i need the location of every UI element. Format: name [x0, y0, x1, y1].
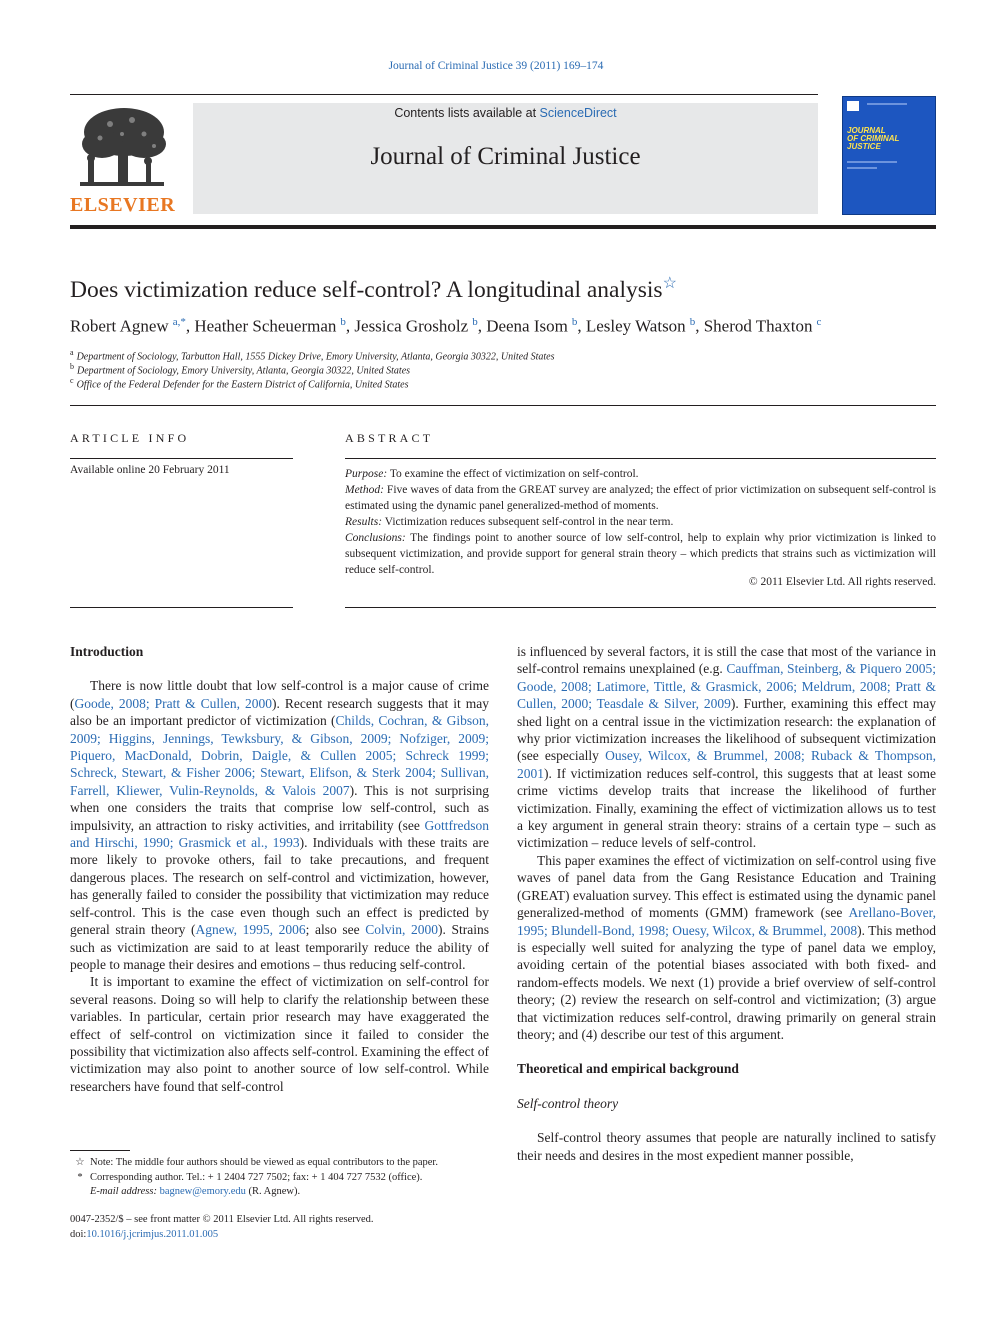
citation-link[interactable]: Childs, Cochran, & Gibson, 2009; Higgins, Jennings, Tewksbury, & Gibson, 2009; Nofziger, 2009; Piquero, MacDonald, Dobrin, Daigle, & Cullen 2005; Schreck 1999; Schreck, Stewart, & Fisher 2006; Stewart, Elifson, & Sterk 2004; Sullivan, Farrell, Kliewer, Vulin-Reynolds, & Valois 2007: [70, 713, 490, 798]
front-matter: [70, 1213, 500, 1242]
author-separator: ,: [477, 316, 487, 336]
contents-line: [193, 106, 818, 120]
journal-title[interactable]: Journal of Criminal Justice: [370, 143, 641, 170]
author-affiliation-marker[interactable]: b: [689, 316, 696, 328]
abstract-heading: ABSTRACT: [345, 431, 434, 445]
journal-banner: [193, 103, 818, 214]
author-list: [70, 316, 950, 337]
abstract-conclusions: Conclusions: The findings point to another source of low self-control, help to explain why prior victimization is linked to subsequent victimization, and provide support for general strain theory – which predicts that strains such as victimization will reduce self-control.: [345, 532, 936, 576]
cover-line: [847, 167, 877, 169]
affiliation-c: $^c$ Office of the Federal Defender for the Eastern District of California, United States: [70, 376, 409, 391]
abstract-body: [345, 466, 936, 578]
contents-prefix: Contents lists available at: [394, 106, 540, 120]
author-affiliation-marker[interactable]: c: [816, 316, 822, 328]
body-left-column: [70, 643, 489, 1095]
email-link[interactable]: bagnew@emory.edu: [159, 1186, 246, 1197]
citation-link[interactable]: Ousey, Wilcox, & Brummel, 2008; Ruback & Thompson, 2001: [517, 748, 936, 781]
author-affiliation-marker[interactable]: b: [472, 316, 478, 328]
elsevier-tree-icon: [74, 104, 170, 192]
author-name[interactable]: Heather Scheuerman: [194, 316, 337, 336]
section-heading-background: Theoretical and empirical background: [517, 1061, 739, 1077]
author-affiliation-marker[interactable]: a,*: [172, 316, 186, 328]
issn-line: 0047-2352/$ – see front matter © 2011 Elsevier Ltd. All rights reserved.: [70, 1214, 374, 1225]
available-online-date: Available online 20 February 2011: [70, 464, 230, 476]
author-separator: ,: [345, 316, 355, 336]
abstract-copyright: © 2011 Elsevier Ltd. All rights reserved.: [748, 576, 936, 588]
footnotes: [70, 1156, 500, 1200]
cover-line: [847, 161, 897, 163]
title-footnote-star-icon[interactable]: ☆: [662, 275, 677, 292]
author-separator: ,: [185, 316, 195, 336]
cover-title-line3: JUSTICE: [847, 142, 881, 151]
affiliation-a: $^a$ Department of Sociology, Tarbutton Hall, 1555 Dickey Drive, Emory University, Atlanta, Georgia 30322, United States: [70, 348, 555, 363]
author-affiliation-marker[interactable]: b: [340, 316, 346, 328]
affiliation-b: $^b$ Department of Sociology, Emory University, Atlanta, Georgia 30322, United States: [70, 362, 411, 377]
abstract-method: Method: Five waves of data from the GREAT survey are analyzed; the effect of prior victimization on subsequent self-control is estimated using the dynamic panel generalized-method of moments.: [345, 484, 936, 512]
cover-logo-mark: [847, 101, 859, 111]
intro-paragraph-2-continued: is influenced by several factors, it is still the case that most of the variance in self-control remains unexplained (e.g. Cauffman, Steinberg, & Piquero 2005; Goode, 2008; Latimore, Tittle, & Grasmick, 2006; Meldrum, 2008; Pratt & Cullen, 2000; Teasdale & Silver, 2009). Further, examining this effect may shed light on a central issue in the victimization research: the explanation of why prior victimization increases the likelihood of subsequent victimization (see especially Ousey, Wilcox, & Brummel, 2008; Ruback & Thompson, 2001). If victimization reduces self-control, this suggests that at least some crime victims develop traits that increase the likelihood of further victimization. Finally, examining the effect of victimization allows us to test a key argument in general strain theory: strains of a certain type – such as victimization – reduce levels of self-control.: [517, 644, 936, 851]
article-info-bottom-rule: [70, 607, 293, 608]
cover-line: [867, 103, 907, 105]
author-name[interactable]: Deena Isom: [486, 316, 568, 336]
journal-reference[interactable]: Journal of Criminal Justice 39 (2011) 169–174: [388, 60, 604, 72]
footnote-note: ☆ Note: The middle four authors should be viewed as equal contributors to the paper.: [70, 1156, 500, 1171]
author-name[interactable]: Robert Agnew: [70, 316, 169, 336]
footnote-asterisk: *: [77, 1171, 83, 1183]
article-title: [70, 273, 940, 304]
footnote-rule: [70, 1150, 130, 1151]
self-control-paragraph-1: Self-control theory assumes that people are naturally inclined to satisfy their needs and desires in the most expedient manner possible,: [517, 1130, 936, 1163]
abstract-results: Results: Victimization reduces subsequent self-control in the near term.: [345, 516, 674, 528]
article-info-heading: ARTICLE INFO: [70, 431, 190, 445]
intro-paragraph-3: This paper examines the effect of victimization on self-control using five waves of panel data from the Gang Resistance Education and Training (GREAT) evaluation survey. This effect is estimated using the dynamic panel generalized-method of moments (GMM) framework (see Arellano-Bover, 1995; Blundell-Bond, 1998; Ouesy, Wilcox, & Brummel, 2008). This method is especially well suited for analyzing the type of panel data we employ, avoiding certain of the potential biases associated with both fixed- and random-effects models. We next (1) provide a brief overview of self-control theory; (2) review the research on self-control and victimization; (3) argue that victimization reduces self-control, drawing primarily on general strain theory; and (4) describe our test of this argument.: [517, 852, 936, 1042]
citation-link[interactable]: Agnew, 1995, 2006: [195, 922, 306, 938]
affiliation-rule: [70, 405, 936, 406]
subsection-heading-self-control: Self-control theory: [517, 1095, 619, 1111]
header-thick-rule: [70, 225, 936, 229]
elsevier-logo[interactable]: [70, 100, 176, 216]
footnote-email: E-mail address: bagnew@emory.edu (R. Agnew).: [90, 1186, 301, 1197]
citation-link[interactable]: Arellano-Bover, 1995; Blundell-Bond, 1998; Ouesy, Wilcox, & Brummel, 2008: [517, 905, 936, 938]
footnote-star-icon: ☆: [75, 1157, 85, 1168]
section-heading-introduction: Introduction: [70, 644, 144, 659]
author-name[interactable]: Jessica Grosholz: [354, 316, 469, 336]
author-separator: ,: [695, 316, 704, 336]
cover-title-line2: OF CRIMINAL: [847, 134, 900, 143]
author-affiliation-marker[interactable]: b: [571, 316, 578, 328]
cover-title-line1: JOURNAL: [847, 126, 886, 135]
elsevier-wordmark: ELSEVIER: [70, 194, 176, 216]
author-name[interactable]: Lesley Watson: [585, 316, 686, 336]
abstract-rule: [345, 458, 936, 459]
journal-cover-thumbnail[interactable]: [842, 96, 936, 215]
body-right-column: [517, 643, 936, 1164]
abstract-purpose: Purpose: To examine the effect of victimization on self-control.: [345, 468, 639, 480]
article-info-rule: [70, 458, 293, 459]
citation-link[interactable]: Gottfredson and Hirschi, 1990; Grasmick et al., 1993: [70, 817, 489, 851]
intro-paragraph-2: It is important to examine the effect of victimization on self-control for several reasons. Doing so will help to clarify the relationship between these variables. In particular, certain prior research may have exaggerated the effect of self-control on victimization since it failed to consider the possibility that victimization also affects self-control. Examining the effect of victimization may also point to another source of low self-control. While researchers have found that self-control: [70, 974, 489, 1094]
doi-link[interactable]: 10.1016/j.jcrimjus.2011.01.005: [86, 1228, 219, 1240]
intro-paragraph-1: There is now little doubt that low self-control is a major cause of crime (Goode, 2008; Pratt & Cullen, 2000). Recent research suggests that it may also be an important predictor of victimization (Childs, Cochran, & Gibson, 2009; Higgins, Jennings, Tewksbury, & Gibson, 2009; Nofziger, 2009; Piquero, MacDonald, Dobrin, Daigle, & Cullen 2005; Schreck 1999; Schreck, Stewart, & Fisher 2006; Stewart, Elifson, & Sterk 2004; Sullivan, Farrell, Kliewer, Vulin-Reynolds, & Valois 2007). This is not surprising when one considers the traits that comprise low self-control, such as impulsivity, an attraction to risky activities, and irritability (see Gottfredson and Hirschi, 1990; Grasmick et al., 1993). Individuals with these traits are more likely to provoke others, fail to take precautions, and frequent dangerous places. The research on self-control and victimization, however, has generally failed to consider the possibility that victimization may reduce self-control. This is the case even though such an effect is predicted by general strain theory (Agnew, 1995, 2006; also see Colvin, 2000). Strains such as victimization are said to at least temporarily reduce the ability of people to manage their desires and emotions – thus reducing self-control.: [70, 678, 490, 972]
footnote-corresponding: * Corresponding author. Tel.: + 1 2404 727 7502; fax: + 1 404 727 7532 (office).: [70, 1171, 500, 1186]
cover-title: [847, 127, 899, 151]
sciencedirect-link[interactable]: ScienceDirect: [539, 106, 617, 120]
citation-link[interactable]: Goode, 2008; Pratt & Cullen, 2000: [74, 695, 272, 711]
author-separator: ,: [577, 316, 586, 336]
abstract-bottom-rule: [345, 607, 936, 608]
header-rule: [70, 94, 818, 95]
citation-link[interactable]: Cauffman, Steinberg, & Piquero 2005; Goode, 2008; Latimore, Tittle, & Grasmick, 2006; Meldrum, 2008; Pratt & Cullen, 2000; Teasdale & Silver, 2009: [517, 661, 936, 712]
doi-line: doi:10.1016/j.jcrimjus.2011.01.005: [70, 1228, 219, 1240]
author-name[interactable]: Sherod Thaxton: [703, 316, 813, 336]
article-title-text: Does victimization reduce self-control? A longitudinal analysis: [70, 276, 663, 303]
citation-link[interactable]: Colvin, 2000: [365, 922, 438, 938]
